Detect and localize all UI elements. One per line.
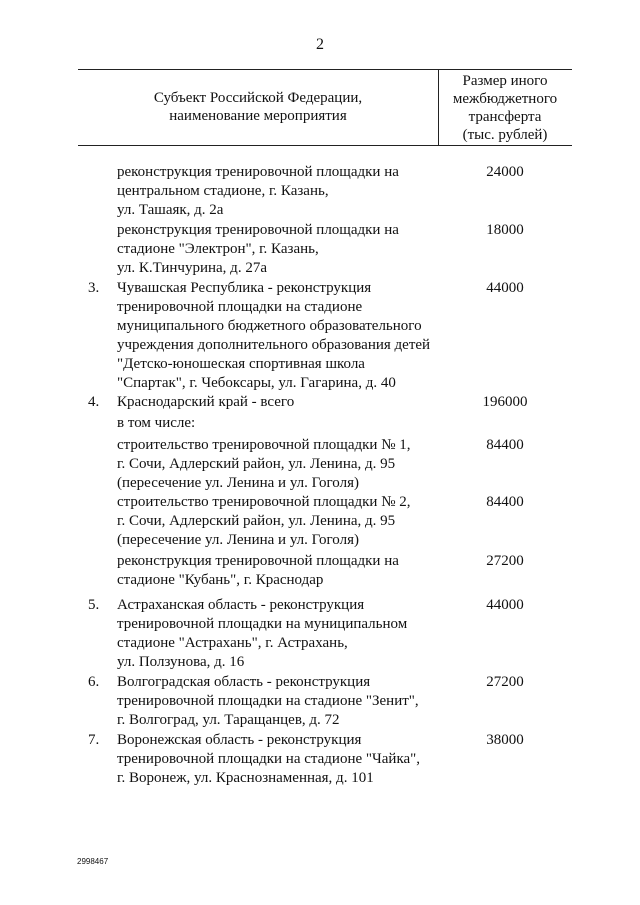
row-amount: 84400 <box>486 437 524 453</box>
row-description: реконструкция тренировочной площадки на центральном стадионе, г. Казань, ул. Ташаяк, д. 2а <box>117 164 399 218</box>
header-amount-column: Размер иного межбюджетного трансферта (тыс. рублей) <box>452 73 558 143</box>
row-amount: 84400 <box>486 494 524 510</box>
row-number: 6. <box>88 674 100 690</box>
row-description: строительство тренировочной площадки № 1, г. Сочи, Адлерский район, ул. Ленина, д. 95 (пересечение ул. Ленина и ул. Гоголя) <box>117 437 411 491</box>
row-number: 4. <box>88 394 100 410</box>
row-description: Краснодарский край - всего <box>117 394 295 410</box>
row-amount: 38000 <box>486 732 524 748</box>
row-description: реконструкция тренировочной площадки на стадионе "Электрон", г. Казань, ул. К.Тинчурина, д. 27а <box>117 222 399 276</box>
row-description: строительство тренировочной площадки № 2, г. Сочи, Адлерский район, ул. Ленина, д. 95 (пересечение ул. Ленина и ул. Гоголя) <box>117 494 411 548</box>
row-description: реконструкция тренировочной площадки на стадионе "Кубань", г. Краснодар <box>117 553 399 588</box>
row-amount: 27200 <box>486 553 524 569</box>
row-amount: 18000 <box>486 222 524 238</box>
row-amount: 24000 <box>486 164 524 180</box>
row-description: Чувашская Республика - реконструкция тренировочной площадки на стадионе муниципального бюджетного образовательного учреждения дополнительного образования детей "Детско-юношеская спортивная школа "Спартак", г. Чебоксары, ул. Гагарина, д. 40 <box>117 280 431 391</box>
row-amount: 44000 <box>486 597 524 613</box>
header-subject-column: Субъект Российской Федерации, наименование мероприятия <box>153 90 363 124</box>
row-number: 7. <box>88 732 100 748</box>
document-code: 2998467 <box>77 857 109 866</box>
row-description: в том числе: <box>117 415 196 431</box>
row-description: Волгоградская область - реконструкция тренировочной площадки на стадионе "Зенит", г. Волгоград, ул. Таращанцев, д. 72 <box>117 674 419 728</box>
page-number: 2 <box>316 36 324 53</box>
row-number: 5. <box>88 597 100 613</box>
row-number: 3. <box>88 280 100 296</box>
row-description: Воронежская область - реконструкция тренировочной площадки на стадионе "Чайка", г. Воронеж, ул. Краснознаменная, д. 101 <box>117 732 421 786</box>
row-amount: 27200 <box>486 674 524 690</box>
row-amount: 196000 <box>482 394 528 410</box>
row-description: Астраханская область - реконструкция тренировочной площадки на муниципальном стадионе "Астрахань", г. Астрахань, ул. Ползунова, д. 16 <box>117 597 408 670</box>
row-amount: 44000 <box>486 280 524 296</box>
